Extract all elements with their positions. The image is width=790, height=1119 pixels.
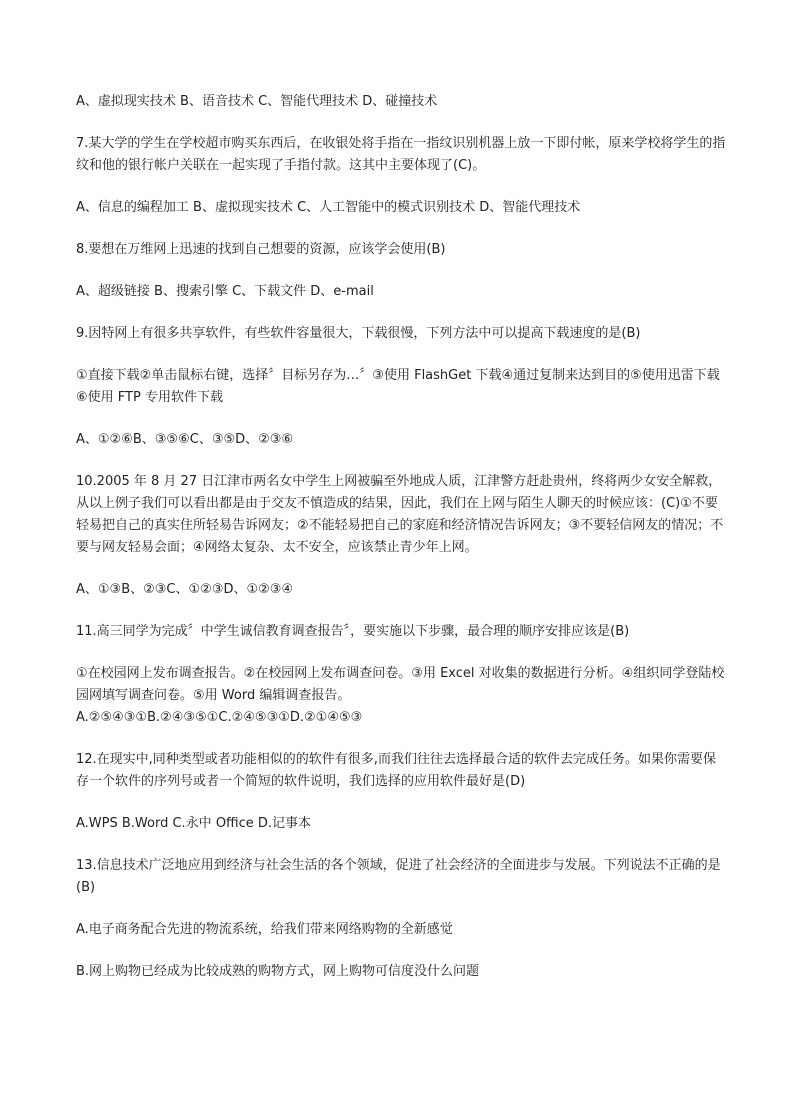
q9-items: ①直接下载②单击鼠标右键，选择〞目标另存为…〞③使用 FlashGet 下载④通过复制来达到目的⑤使用迅雷下载⑥使用 FTP 专用软件下载 bbox=[76, 368, 720, 405]
question-13: 13.信息技术广泛地应用到经济与社会生活的各个领域，促进了社会经济的全面进步与发展。下列说法不正确的是(B) bbox=[76, 858, 721, 895]
q11-items: ①在校园网上发布调查报告。②在校园网上发布调查问卷。③用 Excel 对收集的数据进行分析。④组织同学登陆校园网填写调查问卷。⑤用 Word 编辑调查报告。 bbox=[76, 666, 725, 703]
question-11: 11.高三同学为完成〞中学生诚信教育调查报告〞，要实施以下步骤，最合理的顺序安排应该是(B) bbox=[76, 624, 630, 639]
document-page bbox=[76, 91, 726, 1003]
q13-option-a: A.电子商务配合先进的物流系统，给我们带来网络购物的全新感觉 bbox=[76, 922, 453, 937]
q8-options: A、超级链接 B、搜索引擎 C、下载文件 D、e-mail bbox=[76, 284, 374, 299]
question-8: 8.要想在万维网上迅速的找到自己想要的资源，应该学会使用(B) bbox=[76, 242, 446, 257]
q10-options: A、①③B、②③C、①②③D、①②③④ bbox=[76, 582, 294, 597]
q11-options: A.②⑤④③①B.②④③⑤①C.②④⑤③①D.②①④⑤③ bbox=[76, 710, 363, 725]
question-10: 10.2005 年 8 月 27 日江津市两名女中学生上网被骗至外地成人质，江津警方赶赴贵州，终将两少女安全解救，从以上例子我们可以看出都是由于交友不慎造成的结果，因此，我们在上网与陌生人聊天的时候应该：(C)①不要轻易把自己的真实住所轻易告诉网友；②不能轻易把自己的家庭和经济情况告诉网友；③不要轻信网友的情况；不要与网友轻易会面；④网络太复杂、太不安全，应该禁止青少年上网。 bbox=[76, 474, 724, 555]
question-9: 9.因特网上有很多共享软件，有些软件容量很大，下载很慢，下列方法中可以提高下载速度的是(B) bbox=[76, 326, 641, 341]
q9-options: A、①②⑥B、③⑤⑥C、③⑤D、②③⑥ bbox=[76, 432, 294, 447]
question-7: 7.某大学的学生在学校超市购买东西后，在收银处将手指在一指纹识别机器上放一下即付帐，原来学校将学生的指纹和他的银行帐户关联在一起实现了手指付款。这其中主要体现了(C)。 bbox=[76, 136, 726, 173]
q12-options: A.WPS B.Word C.永中 Office D.记事本 bbox=[76, 816, 312, 831]
q7-options: A、信息的编程加工 B、虚拟现实技术 C、人工智能中的模式识别技术 D、智能代理技术 bbox=[76, 200, 581, 215]
q6-options: A、虚拟现实技术 B、语音技术 C、智能代理技术 D、碰撞技术 bbox=[76, 94, 438, 109]
question-12: 12.在现实中,同种类型或者功能相似的的软件有很多,而我们往往去选择最合适的软件去完成任务。如果你需要保存一个软件的序列号或者一个简短的软件说明，我们选择的应用软件最好是(D) bbox=[76, 752, 716, 789]
q13-option-b: B.网上购物已经成为比较成熟的购物方式，网上购物可信度没什么问题 bbox=[76, 964, 480, 979]
